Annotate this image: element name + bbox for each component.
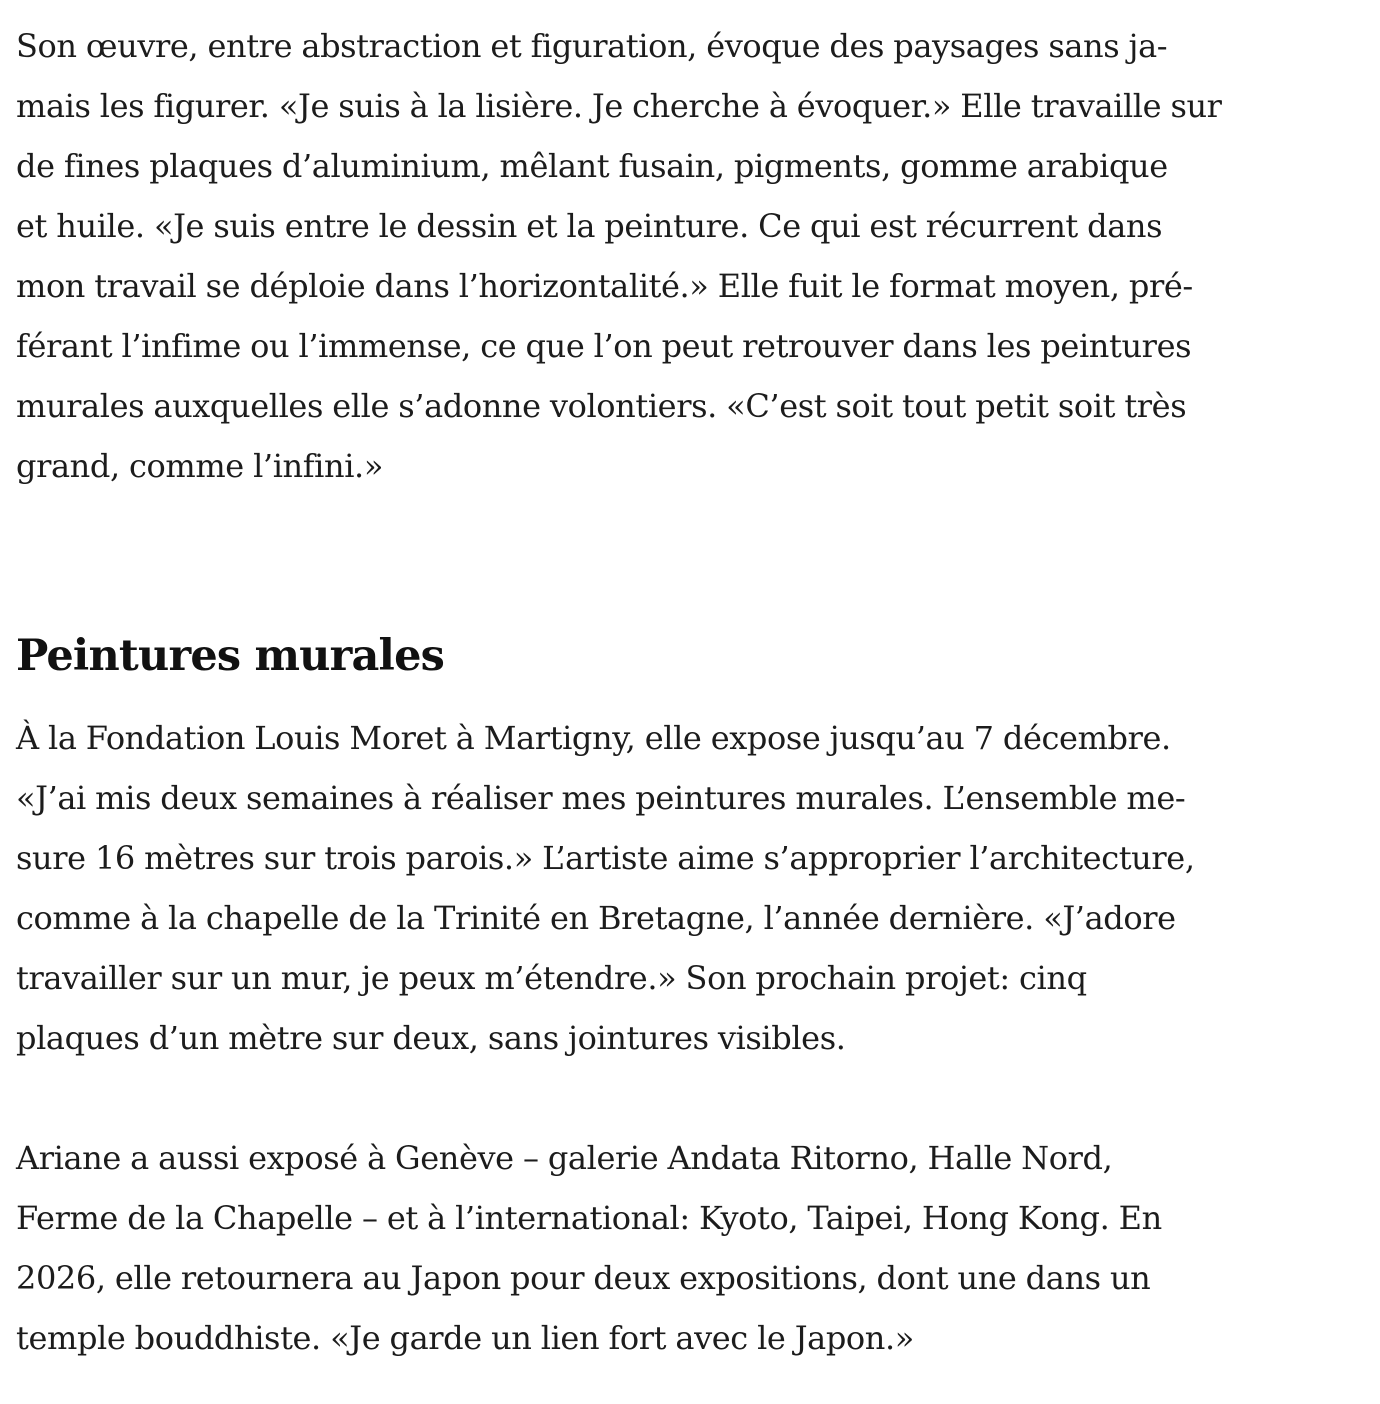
- text-line: À la Fondation Louis Moret à Martigny, elle expose jusqu’au 7 décembre.: [16, 719, 1171, 757]
- text-line: «J’ai mis deux semaines à réaliser mes peintures murales. L’ensemble me-: [16, 779, 1186, 817]
- text-line: temple bouddhiste. «Je garde un lien fort avec le Japon.»: [16, 1319, 914, 1357]
- text-line: grand, comme l’infini.»: [16, 447, 384, 485]
- text-line: Son œuvre, entre abstraction et figuration, évoque des paysages sans ja-: [16, 27, 1168, 65]
- paragraph-exhibitions: [16, 1128, 1362, 1368]
- text-line: de fines plaques d’aluminium, mêlant fusain, pigments, gomme arabique: [16, 147, 1168, 185]
- paragraph-intro: [16, 16, 1362, 496]
- text-line: Ferme de la Chapelle – et à l’international: Kyoto, Taipei, Hong Kong. En: [16, 1199, 1162, 1237]
- text-line: mais les figurer. «Je suis à la lisière. Je cherche à évoquer.» Elle travaille sur: [16, 87, 1222, 125]
- section-heading: Peintures murales: [16, 631, 445, 681]
- article-body: [16, 16, 1362, 1368]
- paragraph-murals: [16, 708, 1362, 1068]
- text-line: murales auxquelles elle s’adonne volontiers. «C’est soit tout petit soit très: [16, 387, 1187, 425]
- text-line: comme à la chapelle de la Trinité en Bretagne, l’année dernière. «J’adore: [16, 899, 1176, 937]
- text-line: sure 16 mètres sur trois parois.» L’artiste aime s’approprier l’architecture,: [16, 839, 1195, 877]
- text-line: férant l’infime ou l’immense, ce que l’on peut retrouver dans les peintures: [16, 327, 1192, 365]
- text-line: travailler sur un mur, je peux m’étendre.» Son prochain projet: cinq: [16, 959, 1087, 997]
- text-line: 2026, elle retournera au Japon pour deux expositions, dont une dans un: [16, 1259, 1151, 1297]
- text-line: et huile. «Je suis entre le dessin et la peinture. Ce qui est récurrent dans: [16, 207, 1163, 245]
- text-line: mon travail se déploie dans l’horizontalité.» Elle fuit le format moyen, pré-: [16, 267, 1193, 305]
- text-line: plaques d’un mètre sur deux, sans jointures visibles.: [16, 1019, 846, 1057]
- text-line: Ariane a aussi exposé à Genève – galerie Andata Ritorno, Halle Nord,: [16, 1139, 1113, 1177]
